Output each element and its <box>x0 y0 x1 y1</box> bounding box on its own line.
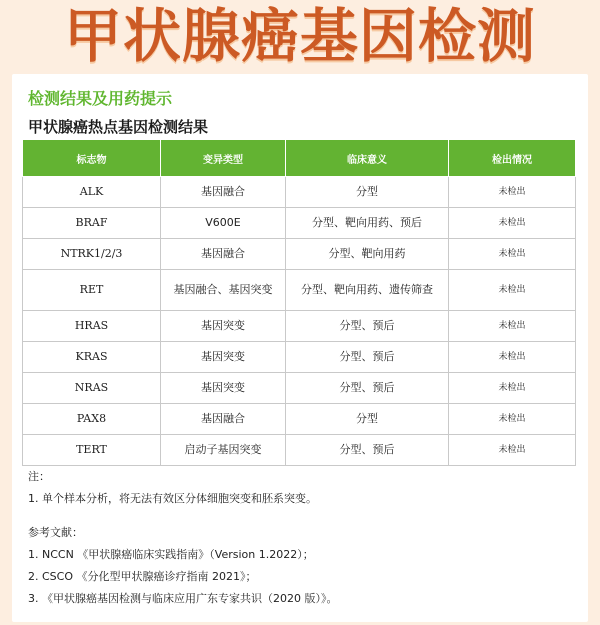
references-label: 参考文献： <box>28 526 83 539</box>
variant-cell: 基因突变 <box>161 311 286 342</box>
detection-cell: 未检出 <box>449 239 576 270</box>
notes-label: 注： <box>28 470 50 483</box>
table-row <box>23 435 576 466</box>
table-row <box>23 270 576 311</box>
significance-cell: 分型 <box>286 404 449 435</box>
significance-cell: 分型、靶向用药、预后 <box>286 208 449 239</box>
variant-cell: 基因融合、基因突变 <box>161 270 286 311</box>
table-row <box>23 177 576 208</box>
variant-cell: 基因融合 <box>161 404 286 435</box>
significance-cell: 分型、预后 <box>286 311 449 342</box>
header-marker: 标志物 <box>23 140 161 177</box>
marker-cell: NTRK1/2/3 <box>23 239 161 270</box>
table-row <box>23 342 576 373</box>
notes-section <box>28 466 578 610</box>
header-clinical-significance: 临床意义 <box>286 140 449 177</box>
header-detection: 检出情况 <box>449 140 576 177</box>
marker-cell: KRAS <box>23 342 161 373</box>
page-title: 甲状腺癌基因检测 <box>63 2 536 70</box>
reference-item: 3. 《甲状腺癌基因检测与临床应用广东专家共识（2020 版）》。 <box>28 592 338 605</box>
significance-cell: 分型、靶向用药、遗传筛查 <box>286 270 449 311</box>
content-card <box>12 74 588 622</box>
section-heading: 检测结果及用药提示 <box>28 89 173 108</box>
table-row <box>23 311 576 342</box>
table-header-row <box>23 140 576 177</box>
marker-cell: TERT <box>23 435 161 466</box>
significance-cell: 分型、预后 <box>286 342 449 373</box>
detection-cell: 未检出 <box>449 270 576 311</box>
table-title: 甲状腺癌热点基因检测结果 <box>28 118 209 136</box>
variant-cell: 基因融合 <box>161 239 286 270</box>
detection-cell: 未检出 <box>449 404 576 435</box>
note-item: 1. 单个样本分析，将无法有效区分体细胞突变和胚系突变。 <box>28 492 317 505</box>
table-row <box>23 373 576 404</box>
header-variant-type: 变异类型 <box>161 140 286 177</box>
detection-cell: 未检出 <box>449 311 576 342</box>
marker-cell: BRAF <box>23 208 161 239</box>
marker-cell: HRAS <box>23 311 161 342</box>
marker-cell: ALK <box>23 177 161 208</box>
detection-cell: 未检出 <box>449 342 576 373</box>
table-row <box>23 239 576 270</box>
significance-cell: 分型 <box>286 177 449 208</box>
table-row <box>23 208 576 239</box>
reference-item: 2. CSCO 《分化型甲状腺癌诊疗指南 2021》； <box>28 570 257 583</box>
variant-cell: 基因突变 <box>161 342 286 373</box>
table-row <box>23 404 576 435</box>
variant-cell: 基因突变 <box>161 373 286 404</box>
title-banner <box>0 0 600 72</box>
significance-cell: 分型、预后 <box>286 373 449 404</box>
marker-cell: PAX8 <box>23 404 161 435</box>
detection-cell: 未检出 <box>449 208 576 239</box>
significance-cell: 分型、预后 <box>286 435 449 466</box>
marker-cell: NRAS <box>23 373 161 404</box>
results-table <box>22 139 576 466</box>
marker-cell: RET <box>23 270 161 311</box>
variant-cell: V600E <box>161 208 286 239</box>
variant-cell: 启动子基因突变 <box>161 435 286 466</box>
detection-cell: 未检出 <box>449 177 576 208</box>
variant-cell: 基因融合 <box>161 177 286 208</box>
reference-item: 1. NCCN 《甲状腺癌临床实践指南》（Version 1.2022）； <box>28 548 314 561</box>
detection-cell: 未检出 <box>449 373 576 404</box>
detection-cell: 未检出 <box>449 435 576 466</box>
significance-cell: 分型、靶向用药 <box>286 239 449 270</box>
